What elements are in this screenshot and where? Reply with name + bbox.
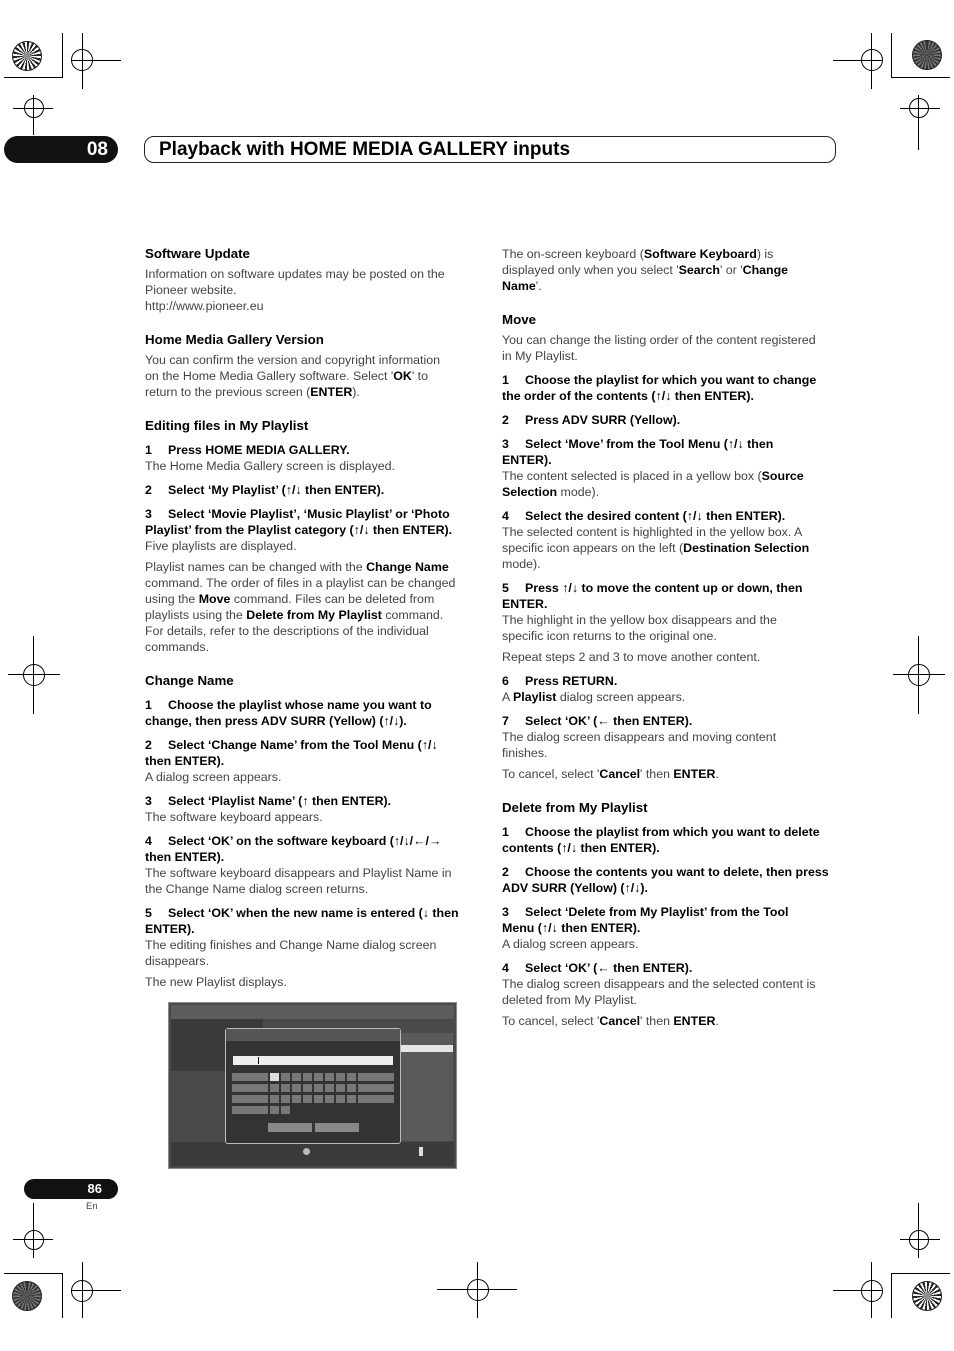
change-name-step-1: 1 Choose the playlist whose name you want to xyxy=(145,698,432,712)
registration-mark-icon xyxy=(24,98,44,118)
registration-mark-icon xyxy=(909,1230,929,1250)
chapter-title: Playback with HOME MEDIA GALLERY inputs xyxy=(159,139,571,160)
editing-step-1: 1 Press HOME MEDIA GALLERY. xyxy=(145,443,350,457)
registration-mark-icon xyxy=(861,1280,883,1302)
registration-mark-icon xyxy=(861,49,883,71)
change-name-step-2-line-2: then ENTER). xyxy=(145,754,225,768)
pioneer-website-url: http://www.pioneer.eu xyxy=(145,299,264,313)
delete-step-4-body-2: deleted from My Playlist. xyxy=(502,993,637,1007)
section-heading-change-name: Change Name xyxy=(145,673,234,688)
move-step-5-line-2: ENTER. xyxy=(502,597,548,611)
change-name-step-3: 3 Select ‘Playlist Name’ (↑ then ENTER). xyxy=(145,794,392,808)
keyboard-note-line-1: The on-screen keyboard (Software Keyboard) is xyxy=(502,247,774,261)
language-code: En xyxy=(86,1201,98,1212)
move-step-4-body-1: The selected content is highlighted in the yellow box. A xyxy=(502,525,803,539)
move-intro-line-2: in My Playlist. xyxy=(502,349,578,363)
change-name-step-4: 4 Select ‘OK’ on the software keyboard (↑/↓/←/→ xyxy=(145,834,442,848)
move-step-6-body: A Playlist dialog screen appears. xyxy=(502,690,686,704)
move-cancel-note: To cancel, select 'Cancel' then ENTER. xyxy=(502,767,719,781)
editing-step-3-line-2: Playlist’ from the Playlist category (↑/↓ then ENTER). xyxy=(145,523,453,537)
delete-step-1-line-2: contents (↑/↓ then ENTER). xyxy=(502,841,660,855)
sunburst-mark-icon xyxy=(12,41,42,71)
version-line-1: You can confirm the version and copyright information xyxy=(145,353,441,367)
move-step-4: 4 Select the desired content (↑/↓ then ENTER). xyxy=(502,509,786,523)
move-step-3: 3 Select ‘Move’ from the Tool Menu (↑/↓ then xyxy=(502,437,774,451)
section-heading-version: Home Media Gallery Version xyxy=(145,332,324,347)
move-step-4-body-2: specific icon appears on the left (Destination Selection xyxy=(502,541,810,555)
move-step-7: 7 Select ‘OK’ (← then ENTER). xyxy=(502,714,693,728)
editing-para-line-4: playlists using the Delete from My Playlist command. xyxy=(145,608,444,622)
move-step-3-line-2: ENTER). xyxy=(502,453,552,467)
move-step-3-body-1: The content selected is placed in a yellow box (Source xyxy=(502,469,804,483)
move-step-5-body-2: specific icon returns to the original one. xyxy=(502,629,717,643)
change-name-step-1-line-2: change, then press ADV SURR (Yellow) (↑/↓). xyxy=(145,714,407,728)
change-name-step-4-line-2: then ENTER). xyxy=(145,850,225,864)
editing-step-1-body: The Home Media Gallery screen is displayed. xyxy=(145,459,395,473)
registration-mark-icon xyxy=(71,49,93,71)
change-name-step-5-body-2: disappears. xyxy=(145,954,210,968)
change-name-step-2: 2 Select ‘Change Name’ from the Tool Menu (↑/↓ xyxy=(145,738,438,752)
version-line-2: on the Home Media Gallery software. Select 'OK' to xyxy=(145,369,428,383)
move-step-7-body-2: finishes. xyxy=(502,746,548,760)
keyboard-note-line-3: Name'. xyxy=(502,279,542,293)
right-column xyxy=(502,246,836,1029)
delete-step-3: 3 Select ‘Delete from My Playlist’ from the Tool xyxy=(502,905,789,919)
move-step-5-body-1: The highlight in the yellow box disappears and the xyxy=(502,613,777,627)
move-step-1-line-2: the order of the contents (↑/↓ then ENTER). xyxy=(502,389,754,403)
move-step-3-body-2: Selection mode). xyxy=(502,485,600,499)
delete-step-3-body: A dialog screen appears. xyxy=(502,937,639,951)
change-name-step-4-body-1: The software keyboard disappears and Playlist Name in xyxy=(145,866,452,880)
editing-para-line-1: Playlist names can be changed with the Change Name xyxy=(145,560,449,574)
change-name-step-5-body-1: The editing finishes and Change Name dialog screen xyxy=(145,938,437,952)
registration-mark-icon xyxy=(24,1230,44,1250)
left-column xyxy=(145,246,479,990)
section-heading-editing: Editing files in My Playlist xyxy=(145,418,309,433)
change-name-step-5: 5 Select ‘OK’ when the new name is entered (↓ then xyxy=(145,906,459,920)
sunburst-mark-icon xyxy=(912,40,942,70)
chapter-title-box xyxy=(144,136,836,163)
sunburst-mark-icon xyxy=(912,1281,942,1311)
chapter-number: 08 xyxy=(4,136,118,163)
change-name-step-5-line-2: ENTER). xyxy=(145,922,195,936)
version-line-3: return to the previous screen (ENTER). xyxy=(145,385,360,399)
editing-step-2: 2 Select ‘My Playlist’ (↑/↓ then ENTER). xyxy=(145,483,385,497)
change-name-step-4-body-2: the Change Name dialog screen returns. xyxy=(145,882,369,896)
sunburst-mark-icon xyxy=(12,1281,42,1311)
change-name-step-3-body: The software keyboard appears. xyxy=(145,810,323,824)
page-number: 86 xyxy=(87,1181,102,1196)
editing-para-line-3: using the Move command. Files can be deleted from xyxy=(145,592,435,606)
move-step-5: 5 Press ↑/↓ to move the content up or down, then xyxy=(502,581,803,595)
editing-para-line-5: For details, refer to the descriptions of the individual xyxy=(145,624,429,638)
delete-cancel-note: To cancel, select 'Cancel' then ENTER. xyxy=(502,1014,719,1028)
move-step-4-body-3: mode). xyxy=(502,557,541,571)
page-number-badge xyxy=(24,1179,118,1199)
section-heading-move: Move xyxy=(502,312,536,327)
registration-mark-icon xyxy=(467,1279,489,1301)
move-step-1: 1 Choose the playlist for which you want to change xyxy=(502,373,817,387)
registration-mark-icon xyxy=(23,664,45,686)
software-update-line-1: Information on software updates may be posted on the xyxy=(145,267,445,281)
software-keyboard-screen-image xyxy=(168,1002,457,1169)
editing-para-line-6: commands. xyxy=(145,640,210,654)
change-name-step-5-body-3: The new Playlist displays. xyxy=(145,975,287,989)
delete-step-2: 2 Choose the contents you want to delete, then press xyxy=(502,865,829,879)
keyboard-dialog xyxy=(225,1028,401,1144)
move-step-5-body-3: Repeat steps 2 and 3 to move another content. xyxy=(502,650,761,664)
section-heading-delete: Delete from My Playlist xyxy=(502,800,648,815)
editing-step-3-body: Five playlists are displayed. xyxy=(145,539,297,553)
registration-mark-icon xyxy=(908,664,930,686)
move-intro-line-1: You can change the listing order of the content registered xyxy=(502,333,816,347)
registration-mark-icon xyxy=(71,1280,93,1302)
move-step-2: 2 Press ADV SURR (Yellow). xyxy=(502,413,681,427)
section-heading-software-update: Software Update xyxy=(145,246,250,261)
delete-step-2-line-2: ADV SURR (Yellow) (↑/↓). xyxy=(502,881,648,895)
delete-step-3-line-2: Menu (↑/↓ then ENTER). xyxy=(502,921,641,935)
delete-step-4: 4 Select ‘OK’ (← then ENTER). xyxy=(502,961,693,975)
editing-para-line-2: command. The order of files in a playlist can be changed xyxy=(145,576,456,590)
delete-step-1: 1 Choose the playlist from which you want to delete xyxy=(502,825,820,839)
change-name-step-2-body: A dialog screen appears. xyxy=(145,770,282,784)
software-update-line-2: Pioneer website. xyxy=(145,283,237,297)
move-step-7-body-1: The dialog screen disappears and moving content xyxy=(502,730,777,744)
registration-mark-icon xyxy=(909,98,929,118)
keyboard-note-line-2: displayed only when you select 'Search' or 'Change xyxy=(502,263,789,277)
delete-step-4-body-1: The dialog screen disappears and the selected content is xyxy=(502,977,816,991)
editing-step-3: 3 Select ‘Movie Playlist’, ‘Music Playlist’ or ‘Photo xyxy=(145,507,450,521)
move-step-6: 6 Press RETURN. xyxy=(502,674,618,688)
